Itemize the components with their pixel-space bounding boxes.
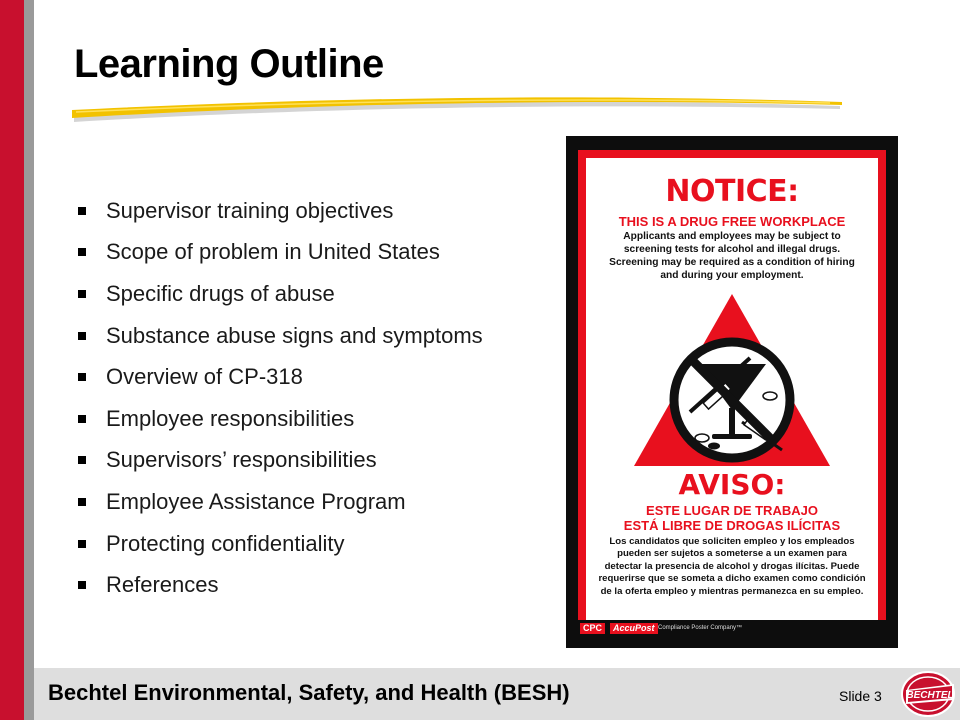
cpc-logo: CPC	[580, 623, 605, 634]
notice-heading: NOTICE:	[665, 174, 799, 209]
list-item	[78, 356, 548, 398]
square-bullet-icon	[78, 540, 86, 548]
bullet-text: Supervisor training objectives	[106, 197, 394, 223]
drug-free-workplace-poster	[566, 136, 898, 648]
footer-organization-name: Bechtel Environmental, Safety, and Health (BESH)	[48, 680, 570, 705]
square-bullet-icon	[78, 415, 86, 423]
list-item	[78, 232, 548, 274]
bullet-text: Protecting confidentiality	[106, 530, 345, 556]
bullet-text: Overview of CP-318	[106, 364, 303, 390]
list-item	[78, 273, 548, 315]
bullet-text: Scope of problem in United States	[106, 239, 440, 265]
square-bullet-icon	[78, 207, 86, 215]
compliance-poster-company-text: Compliance Poster Company™	[658, 625, 743, 631]
accupost-logo: AccuPost	[610, 623, 658, 634]
list-item	[78, 398, 548, 440]
square-bullet-icon	[78, 290, 86, 298]
square-bullet-icon	[78, 373, 86, 381]
aviso-subheading-1: ESTE LUGAR DE TRABAJO	[646, 503, 818, 518]
outline-bullet-list	[78, 190, 548, 606]
bullet-text: Employee Assistance Program	[106, 488, 406, 514]
left-red-accent-bar	[0, 0, 24, 720]
list-item	[78, 481, 548, 523]
list-item	[78, 523, 548, 565]
square-bullet-icon	[78, 581, 86, 589]
square-bullet-icon	[78, 498, 86, 506]
square-bullet-icon	[78, 332, 86, 340]
poster-panel	[586, 158, 878, 626]
bullet-text: Specific drugs of abuse	[106, 280, 335, 306]
bullet-text: Supervisors’ responsibilities	[106, 447, 377, 473]
list-item	[78, 440, 548, 482]
bullet-text: Substance abuse signs and symptoms	[106, 322, 483, 348]
bullet-text: Employee responsibilities	[106, 405, 355, 431]
slide-title: Learning Outline	[74, 42, 384, 86]
logo-text: BECHTEL	[906, 690, 954, 701]
square-bullet-icon	[78, 456, 86, 464]
list-item	[78, 315, 548, 357]
list-item	[78, 190, 548, 232]
aviso-body: Los candidatos que soliciten empleo y los empleados pueden ser sujetos a someterse a un examen para detectar la presencia de alcohol y drogas ilícitas. Puede requerirse que se someta a dicho examen como condición de la oferta empleo y mientras permanezca en su empleo.	[598, 536, 866, 597]
no-drugs-sign-icon	[632, 292, 832, 468]
bechtel-logo-icon	[898, 670, 956, 718]
notice-subheading: THIS IS A DRUG FREE WORKPLACE	[618, 214, 846, 229]
aviso-heading: AVISO:	[678, 468, 786, 501]
slide-number: Slide 3	[839, 688, 882, 704]
square-bullet-icon	[78, 248, 86, 256]
bullet-text: References	[106, 572, 219, 598]
aviso-subheading-2: ESTÁ LIBRE DE DROGAS ILÍCITAS	[623, 518, 841, 533]
title-underline-swoosh	[70, 88, 850, 128]
list-item	[78, 564, 548, 606]
left-gray-accent-bar	[24, 0, 34, 720]
poster-red-border	[578, 150, 886, 634]
notice-body: Applicants and employees may be subject to screening tests for alcohol and illegal drugs. Screening may be required as a condition of hiring and during your employment.	[609, 231, 855, 281]
